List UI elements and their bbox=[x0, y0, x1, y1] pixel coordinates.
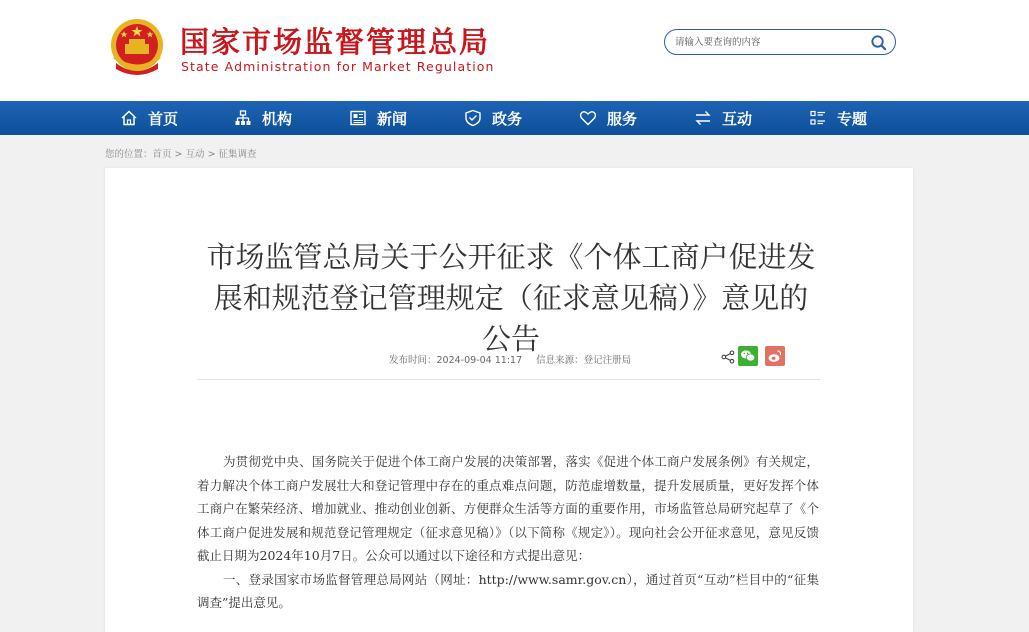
breadcrumb-survey[interactable]: 征集调查 bbox=[218, 149, 257, 160]
paragraph: 一、登录国家市场监督管理总局网站（网址：http://www.samr.gov.cn），通过首页“互动”栏目中的“征集调查”提出意见。 bbox=[197, 571, 819, 610]
search-box bbox=[664, 29, 896, 55]
site-title-en: State Administration for Market Regulation bbox=[181, 59, 495, 74]
home-icon bbox=[120, 109, 138, 127]
nav-item-news[interactable] bbox=[349, 101, 407, 135]
breadcrumb-prefix: 您的位置： bbox=[105, 149, 153, 160]
swap-icon bbox=[694, 109, 712, 127]
nav-label: 互动 bbox=[722, 109, 753, 128]
org-icon bbox=[234, 109, 252, 127]
heart-icon bbox=[579, 109, 597, 127]
weibo-share-icon[interactable] bbox=[765, 346, 785, 366]
divider bbox=[197, 379, 820, 380]
nav-label: 政务 bbox=[492, 109, 523, 128]
nav-label: 专题 bbox=[837, 109, 868, 128]
breadcrumb bbox=[105, 146, 257, 160]
site-header bbox=[0, 0, 1029, 101]
national-emblem-icon[interactable] bbox=[108, 17, 166, 79]
breadcrumb-home[interactable]: 首页 bbox=[152, 149, 172, 160]
nav-item-service[interactable] bbox=[579, 101, 637, 135]
nav-label: 首页 bbox=[148, 109, 179, 128]
article-container bbox=[105, 168, 913, 632]
nav-label: 服务 bbox=[607, 109, 638, 128]
article-meta bbox=[389, 352, 645, 366]
breadcrumb-separator: > bbox=[204, 149, 219, 160]
nav-item-topics[interactable] bbox=[809, 101, 867, 135]
news-icon bbox=[349, 109, 367, 127]
nav-item-interaction[interactable] bbox=[694, 101, 752, 135]
paragraph: 为贯彻党中央、国务院关于促进个体工商户发展的决策部署，落实《促进个体工商户发展条例》有关规定，着力解决个体工商户发展壮大和登记管理中存在的重点难点问题，防范虚增数量，提升发展质量，更好发挥个体工商户在繁荣经济、增加就业、推动创业创新、方便群众生活等方面的重要作用，市场监管总局研究起草了《个体工商户促进发展和规范登记管理规定（征求意见稿）》（以下简称《规定》）。现向社会公开征求意见，意见反馈截止日期为2024年10月7日。公众可以通过以下途径和方式提出意见： bbox=[197, 454, 819, 563]
breadcrumb-separator: > bbox=[171, 149, 186, 160]
publish-time: 发布时间：2024-09-04 11:17 bbox=[389, 355, 523, 366]
nav-item-home[interactable] bbox=[120, 101, 178, 135]
shield-icon bbox=[464, 109, 482, 127]
main-nav bbox=[0, 101, 1029, 135]
share-icon[interactable] bbox=[721, 350, 735, 364]
nav-item-org[interactable] bbox=[234, 101, 292, 135]
search-input[interactable] bbox=[675, 34, 865, 50]
info-source: 信息来源：登记注册局 bbox=[536, 355, 632, 366]
article-body bbox=[197, 450, 819, 615]
article-title: 市场监管总局关于公开征求《个体工商户促进发展和规范登记管理规定（征求意见稿）》意见的公告 bbox=[206, 240, 816, 357]
nav-item-gov[interactable] bbox=[464, 101, 522, 135]
list-icon bbox=[809, 109, 827, 127]
nav-label: 新闻 bbox=[377, 109, 408, 128]
search-icon[interactable] bbox=[870, 34, 887, 51]
site-title-cn[interactable]: 国家市场监督管理总局 bbox=[180, 25, 491, 59]
wechat-share-icon[interactable] bbox=[738, 346, 758, 366]
nav-label: 机构 bbox=[262, 109, 293, 128]
breadcrumb-interaction[interactable]: 互动 bbox=[185, 149, 205, 160]
